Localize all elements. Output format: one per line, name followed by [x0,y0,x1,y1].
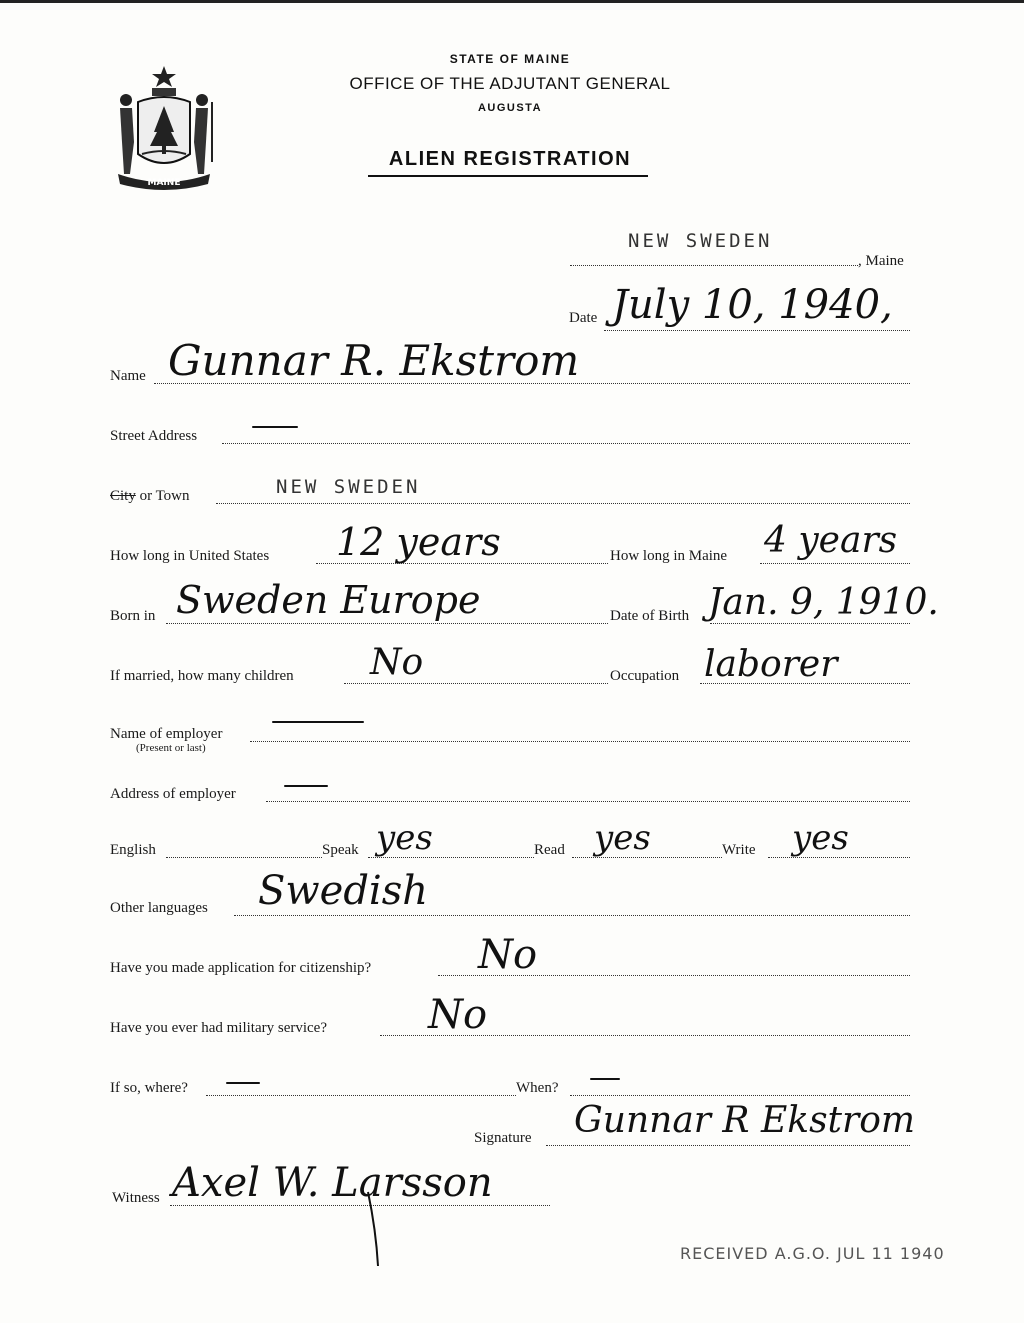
witness-value: Axel W. Larsson [172,1160,493,1206]
occupation-value: laborer [704,644,838,685]
children-label: If married, how many children [110,668,294,684]
maine-duration-line [760,563,910,564]
us-duration-label: How long in United States [110,548,270,564]
header-office: OFFICE OF THE ADJUTANT GENERAL [349,74,671,93]
maine-duration-value: 4 years [764,520,898,561]
other-languages-line [234,915,910,916]
seal-text: MAINE [147,178,181,188]
dob-line [710,623,910,624]
signature-line [546,1145,910,1146]
employer-address-dash [284,785,328,787]
employer-label: Name of employer [110,726,223,742]
children-line [344,683,608,684]
name-label: Name [110,368,146,384]
dob-value: Jan. 9, 1910. [708,582,939,623]
street-line [222,443,910,444]
occupation-label: Occupation [610,668,680,684]
employer-sublabel: (Present or last) [136,742,206,754]
us-duration-value: 12 years [336,520,501,564]
signature-value: Gunnar R Ekstrom [574,1100,916,1141]
street-dash [252,426,298,428]
town-typed-value: NEW SWEDEN [628,230,773,252]
english-line [166,857,322,858]
where-dash [226,1082,260,1084]
children-value: No [370,642,424,683]
write-label: Write [722,842,756,858]
date-label: Date [569,310,598,326]
when-dash [590,1078,620,1080]
born-value: Sweden Europe [176,578,481,622]
name-value: Gunnar R. Ekstrom [168,336,580,385]
military-value: No [428,992,488,1038]
where-line [206,1095,516,1096]
header-state: STATE OF MAINE [449,52,571,66]
speak-label: Speak [322,842,359,858]
maine-seal-icon [108,62,220,190]
town-line [570,265,858,266]
read-label: Read [534,842,565,858]
title-underline [368,175,648,177]
header-city: AUGUSTA [477,102,543,114]
dob-label: Date of Birth [610,608,690,624]
maine-duration-label: How long in Maine [610,548,728,564]
signature-label: Signature [474,1130,532,1146]
street-label: Street Address [110,428,198,444]
citizenship-value: No [478,932,538,978]
born-line [166,623,608,624]
when-line [570,1095,910,1096]
where-label: If so, where? [110,1080,188,1096]
employer-address-line [266,801,910,802]
other-languages-label: Other languages [110,900,208,916]
write-value: yes [792,818,849,858]
employer-address-label: Address of employer [110,786,236,802]
city-label-rest: or Town [135,488,190,504]
born-label: Born in [110,608,156,624]
form-title: ALIEN REGISTRATION [388,148,632,170]
city-line [216,503,910,504]
date-value: July 10, 1940, [612,282,893,328]
citizenship-label: Have you made application for citizenship? [110,960,372,976]
military-label: Have you ever had military service? [110,1020,327,1036]
speak-value: yes [376,818,433,858]
witness-flourish [360,1190,390,1270]
city-label [110,488,190,505]
maine-label: , Maine [858,253,904,269]
employer-line [250,741,910,742]
top-border [0,0,1024,3]
witness-label: Witness [112,1190,160,1206]
received-stamp: RECEIVED A.G.O. JUL 11 1940 [680,1244,945,1263]
employer-dash [272,721,364,723]
when-label: When? [516,1080,559,1096]
date-line [604,330,910,331]
english-label: English [110,842,156,858]
other-languages-value: Swedish [258,868,428,914]
read-value: yes [594,818,651,858]
city-value: NEW SWEDEN [276,476,421,498]
city-label-struck: City [110,488,136,504]
